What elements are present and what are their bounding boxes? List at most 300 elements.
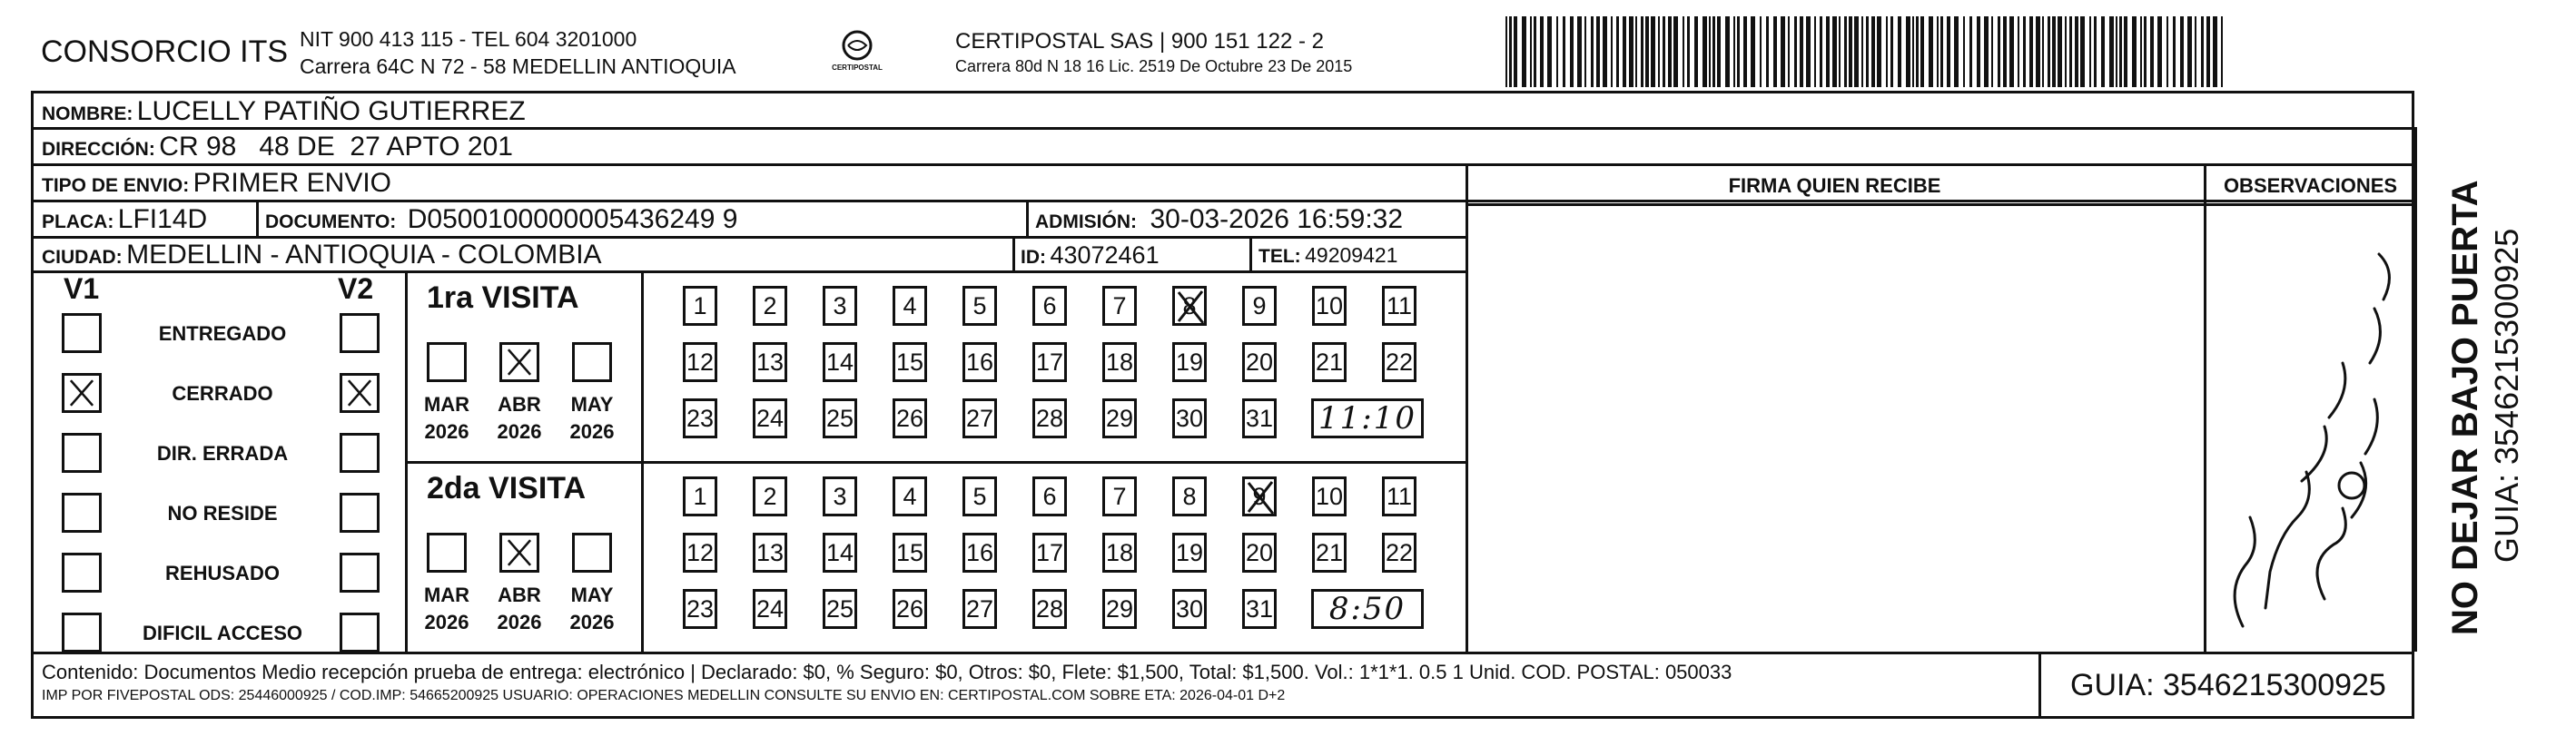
- barcode-bar: [1820, 16, 1822, 87]
- barcode-bar: [1998, 16, 2000, 87]
- day-number: 26: [895, 594, 924, 623]
- v1-checkbox[interactable]: [62, 613, 102, 653]
- day-number: 23: [686, 594, 715, 623]
- barcode-bar: [1877, 16, 1881, 87]
- barcode-bar: [2018, 16, 2019, 87]
- day-box[interactable]: [683, 286, 717, 326]
- v2-checkbox[interactable]: [340, 373, 380, 413]
- v2-checkbox[interactable]: [340, 553, 380, 593]
- day-box[interactable]: [1312, 533, 1347, 573]
- day-number: 1: [693, 291, 707, 319]
- barcode-bar: [2124, 16, 2127, 87]
- day-box[interactable]: [1102, 589, 1137, 629]
- day-number: 15: [895, 348, 924, 376]
- status-label: NO RESIDE: [167, 502, 278, 525]
- day-box[interactable]: [1032, 476, 1067, 516]
- year-label: 2026: [497, 420, 542, 443]
- day-number: 3: [833, 291, 847, 319]
- company-address: Carrera 64C N 72 - 58 MEDELLIN ANTIOQUIA: [300, 54, 736, 78]
- barcode-bar: [2069, 16, 2072, 87]
- day-number: 27: [965, 404, 994, 432]
- day-box[interactable]: [1102, 476, 1137, 516]
- day-number: 3: [833, 482, 847, 510]
- shipping-row: [42, 168, 391, 199]
- day-box[interactable]: [1172, 398, 1207, 438]
- day-box[interactable]: [753, 286, 787, 326]
- barcode-bar: [2058, 16, 2062, 87]
- day-number: 14: [825, 348, 854, 376]
- month-checkbox[interactable]: [499, 342, 539, 382]
- month-checkbox[interactable]: [499, 533, 539, 573]
- barcode-bar: [1687, 16, 1690, 87]
- barcode-bar: [2140, 16, 2142, 87]
- handwritten-observation: [2216, 245, 2406, 635]
- barcode-bar: [2089, 16, 2091, 87]
- day-box[interactable]: [823, 589, 857, 629]
- city-value: MEDELLIN - ANTIOQUIA - COLOMBIA: [126, 240, 602, 270]
- id-cell: [1021, 241, 1160, 270]
- day-box[interactable]: [1382, 476, 1416, 516]
- barcode-bar: [1940, 16, 1943, 87]
- day-number: 25: [825, 594, 854, 623]
- day-number: 1: [693, 482, 707, 510]
- day-number: 30: [1175, 594, 1204, 623]
- barcode-bar: [1826, 16, 1830, 87]
- barcode-bar: [1800, 16, 1803, 87]
- day-number: 9: [1252, 291, 1267, 319]
- barcode-bar: [1849, 16, 1852, 87]
- day-box[interactable]: [683, 589, 717, 629]
- day-number: 22: [1385, 538, 1414, 566]
- v2-checkbox[interactable]: [340, 433, 380, 473]
- barcode-bar: [1522, 16, 1526, 87]
- day-number: 27: [965, 594, 994, 623]
- barcode-bar: [2132, 16, 2137, 87]
- barcode-bar: [1866, 16, 1869, 87]
- barcode-bar: [2029, 16, 2033, 87]
- day-number: 6: [1042, 291, 1057, 319]
- day-number: 2: [763, 291, 777, 319]
- barcode-bar: [1916, 16, 1919, 87]
- day-box[interactable]: [753, 589, 787, 629]
- year-label: 2026: [569, 611, 615, 633]
- year-label: 2026: [569, 420, 615, 443]
- barcode-bar: [1844, 16, 1847, 87]
- day-number: 29: [1105, 594, 1134, 623]
- handwritten-time-text: 11:10: [1318, 400, 1416, 437]
- company-name: CONSORCIO ITS: [41, 34, 289, 69]
- barcode-bar: [1663, 16, 1665, 87]
- barcode-bar: [1534, 16, 1536, 87]
- v1-checkbox[interactable]: [62, 493, 102, 533]
- footer-content-line: Contenido: Documentos Medio recepción prueba de entrega: electrónico | Declarado: $0, % Seguro: $0, Otros: $0, Flete: $1,500, Total: $1,500. Vol.: 1*1*1. 0.5 1 Unid. COD. POSTAL: 050033: [42, 661, 1732, 683]
- v1-checkbox[interactable]: [62, 553, 102, 593]
- day-box[interactable]: [753, 533, 787, 573]
- v1-checkbox[interactable]: [62, 373, 102, 413]
- company-nit: NIT 900 413 115 - TEL 604 3201000: [300, 27, 637, 51]
- barcode-bar: [1760, 16, 1762, 87]
- barcode-bar: [1766, 16, 1769, 87]
- day-box[interactable]: [1032, 533, 1067, 573]
- barcode: [1505, 16, 2232, 87]
- day-number: 12: [686, 348, 715, 376]
- barcode-bar: [1645, 16, 1649, 87]
- day-box[interactable]: [683, 342, 717, 382]
- day-number: 5: [972, 482, 987, 510]
- barcode-bar: [1861, 16, 1863, 87]
- barcode-bar: [2052, 16, 2056, 87]
- day-box[interactable]: [753, 476, 787, 516]
- barcode-bar: [1556, 16, 1558, 87]
- day-box[interactable]: [1382, 286, 1416, 326]
- handwritten-time: [1311, 589, 1424, 629]
- day-number: 14: [825, 538, 854, 566]
- day-box[interactable]: [823, 286, 857, 326]
- barcode-bar: [1611, 16, 1613, 87]
- barcode-bar: [1963, 16, 1965, 87]
- day-number: 24: [755, 404, 785, 432]
- day-number: 10: [1315, 291, 1344, 319]
- year-label: 2026: [424, 420, 469, 443]
- barcode-bar: [1920, 16, 1924, 87]
- day-box[interactable]: [1312, 286, 1347, 326]
- status-label: CERRADO: [172, 382, 273, 405]
- barcode-bar: [1806, 16, 1811, 87]
- month-checkbox[interactable]: [572, 342, 612, 382]
- barcode-bar: [1584, 16, 1586, 87]
- carrier-license: Carrera 80d N 18 16 Lic. 2519 De Octubre 23 De 2015: [955, 57, 1353, 75]
- month-label: ABR: [498, 584, 541, 606]
- status-label: ENTREGADO: [158, 322, 287, 345]
- day-box[interactable]: [962, 533, 997, 573]
- day-number: 22: [1385, 348, 1414, 376]
- barcode-bar: [1635, 16, 1637, 87]
- day-box[interactable]: [1102, 533, 1137, 573]
- barcode-bar: [1668, 16, 1672, 87]
- day-box[interactable]: [683, 398, 717, 438]
- month-label: MAY: [570, 584, 614, 606]
- barcode-bar: [1991, 16, 1993, 87]
- barcode-bar: [1623, 16, 1626, 87]
- barcode-bar: [1773, 16, 1777, 87]
- status-label: DIFICIL ACCESO: [142, 622, 302, 644]
- barcode-bar: [2157, 16, 2162, 87]
- day-number: 20: [1245, 348, 1274, 376]
- barcode-bar: [1912, 16, 1914, 87]
- plate-cell: [42, 204, 207, 235]
- tel-value: 49209421: [1305, 243, 1398, 267]
- day-box[interactable]: [1032, 398, 1067, 438]
- day-box[interactable]: [1172, 476, 1207, 516]
- document-value: D0500100000005436249 9: [407, 204, 738, 234]
- barcode-bar: [1709, 16, 1711, 87]
- day-box[interactable]: [1102, 286, 1137, 326]
- day-number: 2: [763, 482, 777, 510]
- id-label: ID:: [1021, 247, 1046, 268]
- id-value: 43072461: [1050, 241, 1160, 269]
- barcode-bar: [1832, 16, 1837, 87]
- barcode-bar: [1725, 16, 1730, 87]
- day-box[interactable]: [1032, 342, 1067, 382]
- no-dejar-warning: NO DEJAR BAJO PUERTA: [2445, 180, 2485, 635]
- barcode-bar: [2109, 16, 2114, 87]
- status-label: REHUSADO: [165, 562, 280, 584]
- day-box[interactable]: [893, 589, 927, 629]
- day-box[interactable]: [1382, 533, 1416, 573]
- day-box[interactable]: [1172, 342, 1207, 382]
- visit-title: 1ra VISITA: [427, 280, 579, 315]
- day-number: 31: [1245, 594, 1274, 623]
- recipient-address: CR 98 48 DE 27 APTO 201: [159, 132, 513, 162]
- barcode-bar: [1673, 16, 1678, 87]
- footer-guide-number: GUIA: 3546215300925: [2070, 668, 2386, 702]
- barcode-bar: [2173, 16, 2176, 87]
- barcode-bar: [1603, 16, 1607, 87]
- day-number: 11: [1386, 291, 1413, 319]
- barcode-bar: [1898, 16, 1901, 87]
- barcode-bar: [2036, 16, 2040, 87]
- barcode-bar: [1694, 16, 1698, 87]
- barcode-bar: [1839, 16, 1841, 87]
- barcode-bar: [2144, 16, 2147, 87]
- day-number: 13: [755, 538, 785, 566]
- document-label: DOCUMENTO:: [265, 211, 397, 232]
- shipping-type: PRIMER ENVIO: [192, 168, 392, 198]
- barcode-bar: [2195, 16, 2196, 87]
- year-label: 2026: [424, 611, 469, 633]
- day-box[interactable]: [962, 342, 997, 382]
- document-cell: [265, 204, 737, 235]
- day-number: 12: [686, 538, 715, 566]
- v1-checkbox[interactable]: [62, 433, 102, 473]
- day-box[interactable]: [962, 589, 997, 629]
- day-number: 19: [1175, 538, 1204, 566]
- day-number: 26: [895, 404, 924, 432]
- day-number: 23: [686, 404, 715, 432]
- day-number: 21: [1315, 348, 1344, 376]
- month-checkbox[interactable]: [427, 533, 467, 573]
- barcode-bar: [1570, 16, 1574, 87]
- day-box[interactable]: [1242, 398, 1277, 438]
- day-number: 30: [1175, 404, 1204, 432]
- barcode-bar: [2221, 16, 2223, 87]
- day-mark: [1173, 287, 1206, 325]
- barcode-bar: [1658, 16, 1660, 87]
- barcode-bar: [2080, 16, 2085, 87]
- certipostal-logo-text: CERTIPOSTAL: [832, 64, 883, 72]
- handwritten-time-text: 8:50: [1328, 591, 1406, 627]
- barcode-bar: [1906, 16, 1910, 87]
- day-box[interactable]: [962, 398, 997, 438]
- barcode-bar: [2023, 16, 2026, 87]
- day-number: 20: [1245, 538, 1274, 566]
- barcode-bar: [2213, 16, 2217, 87]
- day-number: 15: [895, 538, 924, 566]
- visit-title: 2da VISITA: [427, 471, 587, 506]
- plate-value: LFI14D: [117, 204, 208, 234]
- day-box[interactable]: [1242, 533, 1277, 573]
- barcode-bar: [1871, 16, 1875, 87]
- name-row: [42, 96, 526, 127]
- barcode-bar: [2201, 16, 2204, 87]
- day-number: 17: [1035, 348, 1064, 376]
- day-box[interactable]: [893, 476, 927, 516]
- month-label: MAY: [570, 393, 614, 416]
- barcode-bar: [2042, 16, 2044, 87]
- day-box[interactable]: [823, 533, 857, 573]
- day-number: 4: [903, 291, 917, 319]
- barcode-bar: [2075, 16, 2078, 87]
- barcode-bar: [2101, 16, 2105, 87]
- v1-checkbox[interactable]: [62, 313, 102, 353]
- v2-checkbox[interactable]: [340, 313, 380, 353]
- v1-label: V1: [64, 272, 100, 305]
- barcode-bar: [1751, 16, 1755, 87]
- barcode-bar: [2116, 16, 2117, 87]
- day-box[interactable]: [1032, 286, 1067, 326]
- footer-print-line: IMP POR FIVEPOSTAL ODS: 25446000925 / COD.IMP: 54665200925 USUARIO: OPERACIONES MEDELLIN CONSULTE SU ENVIO EN: CERTIPOSTAL.COM SOBRE ETA: 2026-04-01 D+2: [42, 688, 1286, 703]
- day-box[interactable]: [1312, 342, 1347, 382]
- barcode-bar: [1683, 16, 1684, 87]
- day-number: 25: [825, 404, 854, 432]
- day-number: 21: [1315, 538, 1344, 566]
- admission-value: 30-03-2026 16:59:32: [1150, 204, 1404, 234]
- tel-cell: [1258, 243, 1397, 268]
- certipostal-logo: [826, 27, 888, 82]
- barcode-bar: [1890, 16, 1893, 87]
- admission-label: ADMISIÓN:: [1035, 211, 1137, 232]
- day-number: 16: [965, 348, 994, 376]
- barcode-bar: [2150, 16, 2154, 87]
- v2-label: V2: [338, 272, 374, 305]
- city-cell: [42, 240, 602, 270]
- handwritten-time: [1311, 398, 1424, 438]
- day-number: 28: [1035, 404, 1064, 432]
- day-box[interactable]: [893, 342, 927, 382]
- day-box[interactable]: [1172, 533, 1207, 573]
- recipient-name: LUCELLY PATIÑO GUTIERREZ: [136, 96, 526, 126]
- address-row: [42, 132, 513, 162]
- observations-header: OBSERVACIONES: [2223, 174, 2398, 197]
- signature-header: FIRMA QUIEN RECIBE: [1728, 174, 1941, 197]
- day-number: 4: [903, 482, 917, 510]
- day-box[interactable]: [1172, 286, 1207, 326]
- barcode-bar: [1547, 16, 1552, 87]
- day-box[interactable]: [962, 286, 997, 326]
- side-guide-number: GUIA: 3546215300925: [2488, 228, 2525, 563]
- day-number: 11: [1386, 482, 1413, 510]
- day-box[interactable]: [1102, 398, 1137, 438]
- barcode-bar: [2180, 16, 2184, 87]
- barcode-bar: [1641, 16, 1643, 87]
- barcode-bar: [2003, 16, 2007, 87]
- barcode-bar: [2094, 16, 2097, 87]
- day-box[interactable]: [823, 342, 857, 382]
- day-box[interactable]: [683, 533, 717, 573]
- day-box[interactable]: [1242, 589, 1277, 629]
- barcode-bar: [1737, 16, 1740, 87]
- day-box[interactable]: [893, 286, 927, 326]
- day-box[interactable]: [962, 476, 997, 516]
- barcode-bar: [1788, 16, 1790, 87]
- day-box[interactable]: [893, 398, 927, 438]
- barcode-bar: [2119, 16, 2122, 87]
- day-number: 6: [1042, 482, 1057, 510]
- barcode-bar: [1733, 16, 1735, 87]
- day-number: 8: [1182, 482, 1197, 510]
- v2-checkbox[interactable]: [340, 613, 380, 653]
- day-number: 5: [972, 291, 987, 319]
- barcode-bar: [1651, 16, 1655, 87]
- carrier-info: CERTIPOSTAL SAS | 900 151 122 - 2: [955, 29, 1324, 54]
- day-number: 17: [1035, 538, 1064, 566]
- month-label: MAR: [423, 393, 470, 416]
- day-box[interactable]: [823, 476, 857, 516]
- barcode-bar: [1814, 16, 1816, 87]
- barcode-bar: [1929, 16, 1933, 87]
- barcode-bar: [1984, 16, 1989, 87]
- day-box[interactable]: [683, 476, 717, 516]
- day-number: 19: [1175, 348, 1204, 376]
- day-box[interactable]: [1242, 476, 1277, 516]
- day-box[interactable]: [1172, 589, 1207, 629]
- address-label: DIRECCIÓN:: [42, 139, 155, 160]
- barcode-bar: [1937, 16, 1939, 87]
- day-number: 18: [1105, 348, 1134, 376]
- barcode-bar: [1712, 16, 1715, 87]
- barcode-bar: [1577, 16, 1582, 87]
- barcode-bar: [1505, 16, 1507, 87]
- day-box[interactable]: [1382, 342, 1416, 382]
- day-box[interactable]: [1032, 589, 1067, 629]
- day-box[interactable]: [1242, 286, 1277, 326]
- barcode-bar: [1954, 16, 1959, 87]
- day-number: 9: [1252, 482, 1267, 510]
- day-number: 7: [1112, 291, 1127, 319]
- month-checkbox[interactable]: [427, 342, 467, 382]
- day-box[interactable]: [1102, 342, 1137, 382]
- barcode-bar: [1509, 16, 1512, 87]
- tel-label: TEL:: [1258, 246, 1301, 267]
- barcode-bar: [1854, 16, 1859, 87]
- day-mark: [1243, 477, 1276, 515]
- day-box[interactable]: [753, 342, 787, 382]
- barcode-bar: [1563, 16, 1565, 87]
- barcode-bar: [1629, 16, 1633, 87]
- month-checkbox[interactable]: [572, 533, 612, 573]
- day-box[interactable]: [1312, 476, 1347, 516]
- year-label: 2026: [497, 611, 542, 633]
- barcode-bar: [1969, 16, 1972, 87]
- barcode-bar: [1530, 16, 1532, 87]
- day-number: 24: [755, 594, 785, 623]
- barcode-bar: [1947, 16, 1950, 87]
- barcode-bar: [1743, 16, 1747, 87]
- barcode-bar: [1514, 16, 1517, 87]
- barcode-bar: [1794, 16, 1797, 87]
- barcode-bar: [1717, 16, 1721, 87]
- barcode-bar: [2187, 16, 2192, 87]
- day-number: 7: [1112, 482, 1127, 510]
- day-box[interactable]: [753, 398, 787, 438]
- v2-checkbox[interactable]: [340, 493, 380, 533]
- barcode-bar: [1591, 16, 1594, 87]
- barcode-bar: [1886, 16, 1888, 87]
- month-label: ABR: [498, 393, 541, 416]
- day-box[interactable]: [893, 533, 927, 573]
- day-box[interactable]: [823, 398, 857, 438]
- day-box[interactable]: [1242, 342, 1277, 382]
